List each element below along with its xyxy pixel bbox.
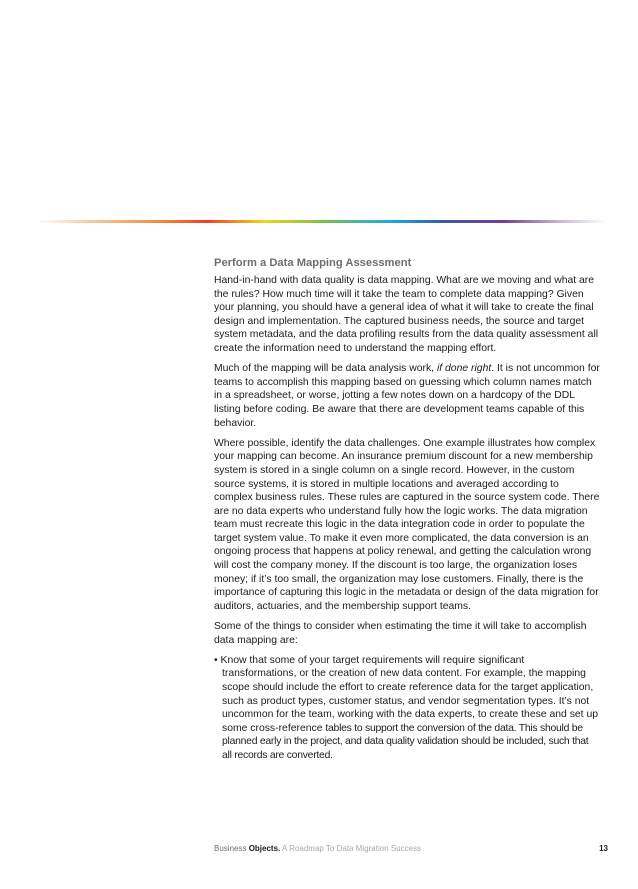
paragraph-1: Hand-in-hand with data quality is data mapping. What are we moving and what are the rules? How much time will it take the team to complete data mapping? Given your planning, you should have a general idea of what it will take to create the final design and implementation. The captured business needs, the source and target system metadata, and the data profiling results from the data quality assessment all create the information need to understand the mapping effort. xyxy=(214,275,599,354)
paragraph-2-text-b: . It is not uncommon for teams to accomplish this mapping based on guessing which column names match in a spreadsheet, or worse, jotting a few notes down on a hardcopy of the DDL listing before coding. Be aware that there are development teams capable of this behavior. xyxy=(214,363,600,429)
list-item-text: • Know that some of your target requirements will require significant transformations, or the creation of new data content. For example, the mapping scope should include the effort to create reference data for the target application, such as product types, customer status, and vendor segmentation types. It’s not uncommon for the team, working with the data experts, to create these and set up some cross-reference xyxy=(214,654,599,734)
section-heading: Perform a Data Mapping Assessment xyxy=(214,257,412,269)
list-item xyxy=(214,654,600,763)
paragraph-2-text-a: Much of the mapping will be data analysis work, xyxy=(214,363,437,375)
footer-brand-business: Business xyxy=(214,844,249,853)
list-item-text-condensed: tables to support the conversion of the data. This should be planned early in the project, and data quality validation should be included, such that all records are converted. xyxy=(222,722,589,761)
paragraph-2-emphasis: if done right xyxy=(436,363,492,375)
paragraph-4: Some of the things to consider when estimating the time it will take to accomplish data mapping are: xyxy=(214,621,587,646)
rainbow-divider xyxy=(36,220,606,223)
paragraph-3: Where possible, identify the data challenges. One example illustrates how complex your mapping can become. An insurance premium discount for a new membership system is stored in a single column on a single record. However, in the custom source systems, it is stored in multiple locations and averaged according to complex business rules. These rules are captured in the source system code. There are no data experts who understand fully how the logic works. The data migration team must recreate this logic in the data integration code in order to populate the target system value. To make it even more complicated, the data conversion is an ongoing process that happens at policy renewal, and getting the calculation wrong will cost the company money. If the discount is too large, the organization loses money; if it’s too small, the organization may lose customers. Finally, there is the importance of capturing this logic in the metadata or design of the data migration for auditors, actuaries, and the membership support teams. xyxy=(214,437,600,612)
main-content xyxy=(214,256,600,763)
page-footer xyxy=(214,843,608,855)
paragraph-2 xyxy=(214,362,600,430)
footer-brand-objects: Objects. xyxy=(248,844,281,853)
footer-document-title: A Roadmap To Data Migration Success xyxy=(280,844,422,853)
page-number: 13 xyxy=(599,844,608,853)
